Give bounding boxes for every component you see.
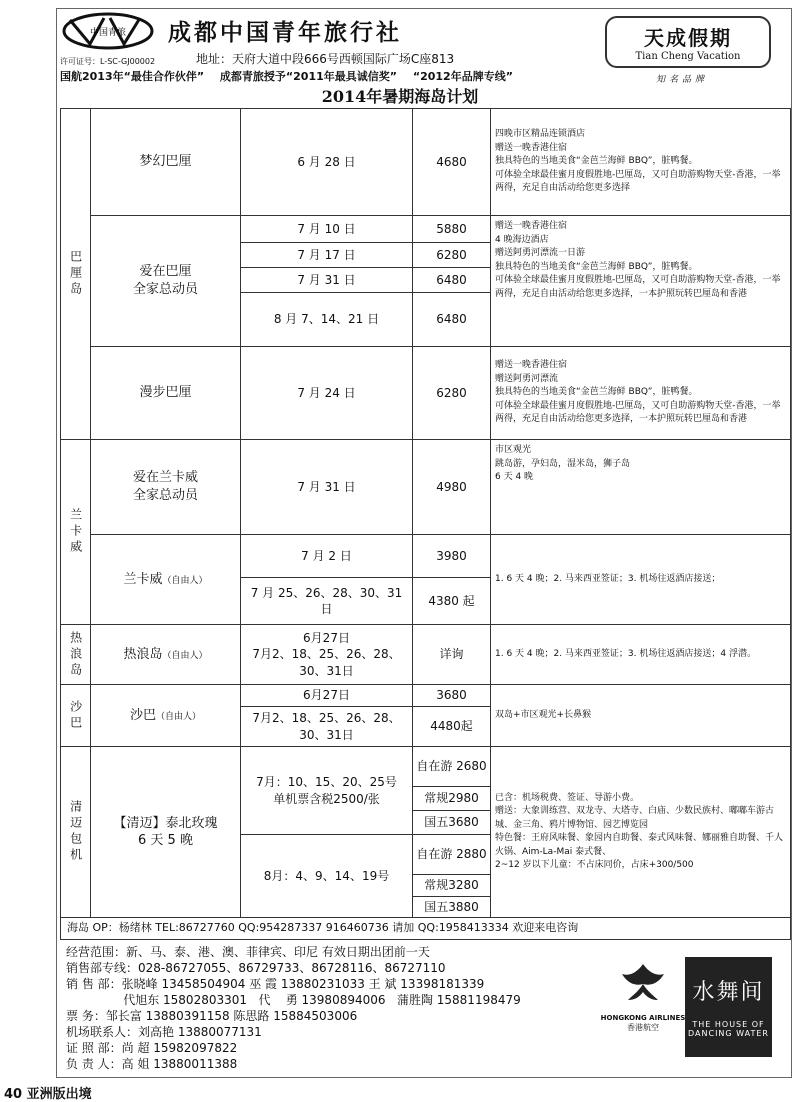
cyts-logo bbox=[60, 10, 156, 52]
footer-line: 负 责 人：高 姐 13880011388 bbox=[66, 1057, 238, 1071]
product-description: 四晚市区精品连锁酒店 赠送一晚香港住宿 独具特色的当地美食“金芭兰海鲜 BBQ”，脏鸭餐。 可体验全球最佳蜜月度假胜地-巴厘岛，又可自助游购物天堂-香港，一举两得，充足自由活动给您更多选择 bbox=[491, 109, 791, 216]
table-row bbox=[61, 440, 791, 535]
price: 6480 bbox=[413, 293, 491, 347]
departure-date: 7 月 24 日 bbox=[241, 347, 413, 440]
bauhinia-icon bbox=[618, 960, 668, 1008]
departure-date: 7 月 31 日 bbox=[241, 268, 413, 293]
hk-airlines-en: HONGKONG AIRLINES bbox=[600, 1014, 686, 1022]
price: 5880 bbox=[413, 216, 491, 243]
table-row bbox=[61, 918, 791, 940]
departure-date: 6 月 28 日 bbox=[241, 109, 413, 216]
footer-line: 票 务：邹长富 13880391158 陈思路 15884503006 bbox=[66, 1009, 358, 1023]
dancing-water-en: THE HOUSE OF DANCING WATER bbox=[688, 1020, 769, 1038]
award-3: “2012年品牌专线” bbox=[412, 70, 513, 83]
itinerary-table bbox=[60, 108, 791, 940]
product-name: 【清迈】泰北玫瑰 6 天 5 晚 bbox=[91, 747, 241, 918]
departure-date: 7月：10、15、20、25号 单机票含税2500/张 bbox=[241, 747, 413, 835]
product-description: 1. 6 天 4 晚；2. 马来西亚签证；3. 机场往返酒店接送； bbox=[491, 535, 791, 625]
price: 常规3280 bbox=[413, 875, 491, 897]
sales-contacts bbox=[66, 944, 521, 1072]
footer-line: 经营范围：新、马、泰、港、澳、菲律宾、印尼 有效日期出团前一天 bbox=[66, 945, 430, 959]
table-row bbox=[61, 109, 791, 216]
table-row bbox=[61, 535, 791, 578]
region-sabah: 沙巴 bbox=[61, 685, 91, 747]
dancing-water-cn: 水舞间 bbox=[692, 980, 765, 1005]
product-name: 爱在兰卡威 全家总动员 bbox=[91, 440, 241, 535]
region-perhentian: 热浪岛 bbox=[61, 625, 91, 685]
price: 4980 bbox=[413, 440, 491, 535]
footer-line: 证 照 部：尚 超 15982097822 bbox=[66, 1041, 238, 1055]
product-description: 市区观光 跳岛游，孕妇岛，湿米岛，狮子岛 6 天 4 晚 bbox=[491, 440, 791, 535]
contact-line: 海岛 OP：杨绪林 TEL:86727760 QQ:954287337 916460736 请加 QQ:1958413334 欢迎来电咨询 bbox=[61, 918, 791, 940]
product-description: 双岛+市区观光+长鼻猴 bbox=[491, 685, 791, 747]
departure-date: 7 月 25、26、28、30、31 日 bbox=[241, 578, 413, 625]
product-name: 沙巴（自由人） bbox=[91, 685, 241, 747]
table-row bbox=[61, 685, 791, 707]
table-row bbox=[61, 347, 791, 440]
product-description: 赠送一晚香港住宿 4 晚海边酒店 赠送阿勇河漂流一日游 独具特色的当地美食“金芭兰海鲜 BBQ”，脏鸭餐。 可体验全球最佳蜜月度假胜地-巴厘岛，又可自助游购物天堂-香港，一举两得，充足自由活动给您更多选择，一本护照玩转巴厘岛和香港 bbox=[491, 216, 791, 347]
price: 6280 bbox=[413, 347, 491, 440]
awards-line bbox=[60, 68, 525, 84]
region-chiangmai: 清迈包机 bbox=[61, 747, 91, 918]
departure-date: 7月2、18、25、26、28、30、31日 bbox=[241, 707, 413, 747]
price: 自在游 2880 bbox=[413, 835, 491, 875]
tiancheng-brand-logo bbox=[605, 16, 771, 68]
footer-line: 销售部专线：028-86727055、86729733、86728116、86727110 bbox=[66, 961, 446, 975]
table-row bbox=[61, 747, 791, 787]
award-2: 成都青旅授予“2011年最具诚信奖” bbox=[219, 70, 397, 83]
departure-date: 6月27日 7月2、18、25、26、28、30、31日 bbox=[241, 625, 413, 685]
dancing-water-logo bbox=[685, 957, 772, 1057]
company-address: 地址：天府大道中段666号西顿国际广场C座813 bbox=[196, 52, 455, 66]
hk-airlines-cn: 香港航空 bbox=[627, 1023, 659, 1032]
brand-name-en: Tian Cheng Vacation bbox=[635, 51, 741, 62]
price: 常规2980 bbox=[413, 787, 491, 811]
product-name: 热浪岛（自由人） bbox=[91, 625, 241, 685]
price: 国五3680 bbox=[413, 811, 491, 835]
departure-date: 7 月 2 日 bbox=[241, 535, 413, 578]
page-footer bbox=[4, 1083, 92, 1102]
price: 3680 bbox=[413, 685, 491, 707]
product-name: 兰卡威（自由人） bbox=[91, 535, 241, 625]
product-name: 漫步巴厘 bbox=[91, 347, 241, 440]
departure-date: 8月：4、9、14、19号 bbox=[241, 835, 413, 918]
brand-tag: 知名品牌 bbox=[656, 75, 709, 85]
company-name: 成都中国青年旅行社 bbox=[168, 20, 402, 46]
price: 自在游 2680 bbox=[413, 747, 491, 787]
publication-name: 亚洲版出境 bbox=[26, 1087, 92, 1102]
price: 4680 bbox=[413, 109, 491, 216]
hongkong-airlines-logo bbox=[598, 960, 688, 1050]
table-row bbox=[61, 625, 791, 685]
price: 6480 bbox=[413, 268, 491, 293]
price: 3980 bbox=[413, 535, 491, 578]
product-description: 赠送一晚香港住宿 赠送阿勇河漂流 独具特色的当地美食“金芭兰海鲜 BBQ”，脏鸭餐。 可体验全球最佳蜜月度假胜地-巴厘岛，又可自助游购物天堂-香港，一举两得，充足自由活动给您更多选择，一本护照玩转巴厘岛和香港 bbox=[491, 347, 791, 440]
price: 详询 bbox=[413, 625, 491, 685]
departure-date: 6月27日 bbox=[241, 685, 413, 707]
departure-date: 8 月 7、14、21 日 bbox=[241, 293, 413, 347]
footer-line: 机场联系人：刘高艳 13880077131 bbox=[66, 1025, 262, 1039]
product-name: 梦幻巴厘 bbox=[91, 109, 241, 216]
departure-date: 7 月 31 日 bbox=[241, 440, 413, 535]
product-description: 已含：机场税费、签证、导游小费。 赠送：大象训练营、双龙寺、大塔寺、白庙、少数民族村、嘟嘟车游古城、金三角、鸦片博物馆、园艺博览园 特色餐：王府风味餐、象园内自助餐、泰式风味餐、娜丽雅自助餐、千人火锅、Aim-La-Mai 泰式餐、 2~12 岁以下儿童：不占床同价，占床+300/500 bbox=[491, 747, 791, 918]
award-1: 国航2013年“最佳合作伙伴” bbox=[60, 70, 205, 83]
brand-name-cn: 天成假期 bbox=[644, 26, 732, 50]
price: 6280 bbox=[413, 243, 491, 268]
price: 4380 起 bbox=[413, 578, 491, 625]
departure-date: 7 月 10 日 bbox=[241, 216, 413, 243]
price: 4480起 bbox=[413, 707, 491, 747]
product-name: 爱在巴厘 全家总动员 bbox=[91, 216, 241, 347]
footer-line: 销 售 部：张晓峰 13458504904 巫 霞 13880231033 王 斌 13398181339 bbox=[66, 977, 485, 991]
region-langkawi: 兰卡威 bbox=[61, 440, 91, 625]
license-number: 许可证号：L-SC-GJ00002 bbox=[60, 57, 156, 66]
price: 国五3880 bbox=[413, 897, 491, 918]
logo-text: 中国青旅 bbox=[89, 28, 127, 38]
product-description: 1. 6 天 4 晚；2. 马来西亚签证；3. 机场往返酒店接送；4 浮潜。 bbox=[491, 625, 791, 685]
departure-date: 7 月 17 日 bbox=[241, 243, 413, 268]
table-row bbox=[61, 216, 791, 243]
footer-line: 代旭东 15802803301 代 勇 13980894006 蒲胜陶 15881198479 bbox=[66, 993, 521, 1007]
plan-title: 2014年暑期海岛计划 bbox=[321, 87, 479, 106]
page-number: 40 bbox=[4, 1087, 23, 1102]
region-bali: 巴厘岛 bbox=[61, 109, 91, 440]
